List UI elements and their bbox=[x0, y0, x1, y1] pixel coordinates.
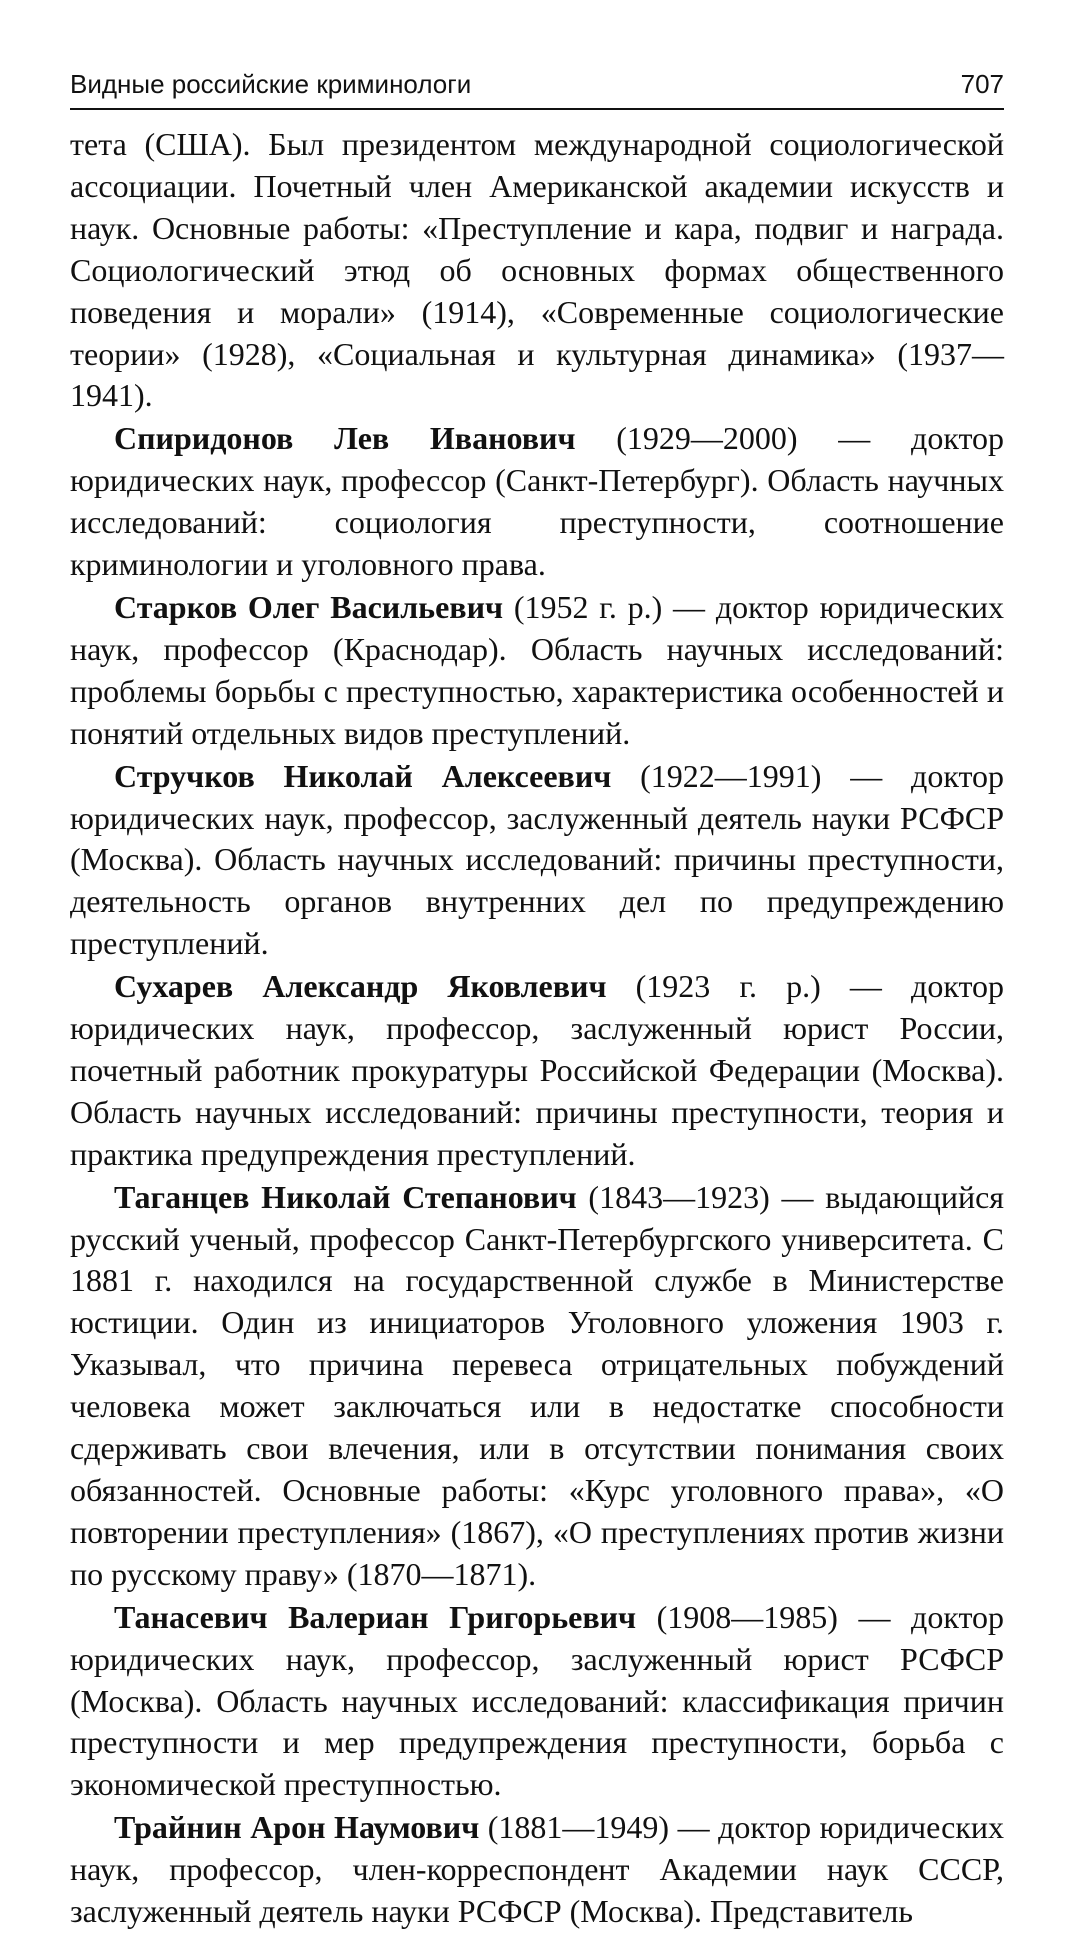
entry-text: (1843—1923) — выдающийся русский ученый, профессор Санкт-Петербургского университета. С 1881 г. находился на государственной службе в Министерстве юстиции. Один из инициаторов Уголовного уложения 1903 г. Указывал, что причина перевеса отрицательных побуждений человека может заключаться или в недостатке способности сдерживать свои влечения, или в отсутствии понимания своих обязанностей. Основные работы: «Курс уголовного права», «О повторении преступления» (1867), «О преступлениях против жизни по русскому праву» (1870—1871). bbox=[70, 1178, 1004, 1592]
entry-text: (1922—1991) — доктор юридических наук, профессор, заслуженный деятель науки РСФСР (Москва). Область научных исследований: причины преступности, деятельность органов внутренних дел по предупреждению преступлений. bbox=[70, 757, 1005, 962]
entry-text: (1923 г. р.) — доктор юридических наук, профессор, заслуженный юрист России, почетный работник прокуратуры Российской Федерации (Москва). Область научных исследований: причины преступности, теория и практика предупреждения преступлений. bbox=[70, 968, 1005, 1172]
entry-text: (1929—2000) — доктор юридических наук, профессор (Санкт-Петербург). Область научных исследований: социология преступности, соотношение криминологии и уголовного права. bbox=[70, 420, 1005, 583]
criminologist-name: Сухарев Александр Яковлевич bbox=[114, 968, 607, 1005]
entry-paragraph bbox=[70, 1597, 1004, 1807]
entry-paragraph bbox=[70, 124, 1004, 417]
entry-paragraph bbox=[70, 418, 1004, 586]
entry-paragraph bbox=[70, 966, 1004, 1176]
running-header bbox=[70, 60, 1004, 110]
entry-text: тета (США). Был президентом международной социологической ассоциации. Почетный член Американской академии искусств и наук. Основные работы: «Преступление и кара, подвиг и награда. Социологический этюд об основных формах общественного поведения и морали» (1914), «Современные социологические теории» (1928), «Социальная и культурная динамика» (1937—1941). bbox=[70, 126, 1004, 414]
criminologist-name: Стручков Николай Алексеевич bbox=[114, 757, 612, 794]
running-title: Видные российские криминологи bbox=[70, 69, 472, 99]
criminologist-name: Трайнин Арон Наумович bbox=[114, 1809, 480, 1846]
entry-paragraph bbox=[70, 587, 1004, 755]
entry-text: (1881—1949) — доктор юридических наук, профессор, член-корреспондент Академии наук СССР, заслуженный деятель науки РСФСР (Москва). Представитель bbox=[70, 1809, 1005, 1930]
entry-text: (1908—1985) — доктор юридических наук, профессор, заслуженный юрист РСФСР (Москва). Область научных исследований: классификация причин преступности и мер предупреждения преступности, борьба с экономической преступностью. bbox=[70, 1598, 1005, 1803]
entry-paragraph bbox=[70, 1807, 1004, 1933]
criminologist-name: Таганцев Николай Степанович bbox=[114, 1178, 577, 1215]
entry-text: (1952 г. р.) — доктор юридических наук, профессор (Краснодар). Область научных исследований: проблемы борьбы с преступностью, характеристика особенностей и понятий отдельных видов преступлений. bbox=[70, 588, 1005, 751]
criminologist-name: Танасевич Валериан Григорьевич bbox=[114, 1598, 637, 1635]
page-body bbox=[70, 124, 1004, 1933]
entry-paragraph bbox=[70, 756, 1004, 966]
page-number: 707 bbox=[960, 69, 1004, 99]
criminologist-name: Спиридонов Лев Иванович bbox=[114, 420, 576, 457]
entry-paragraph bbox=[70, 1177, 1004, 1596]
criminologist-name: Старков Олег Васильевич bbox=[114, 588, 504, 625]
